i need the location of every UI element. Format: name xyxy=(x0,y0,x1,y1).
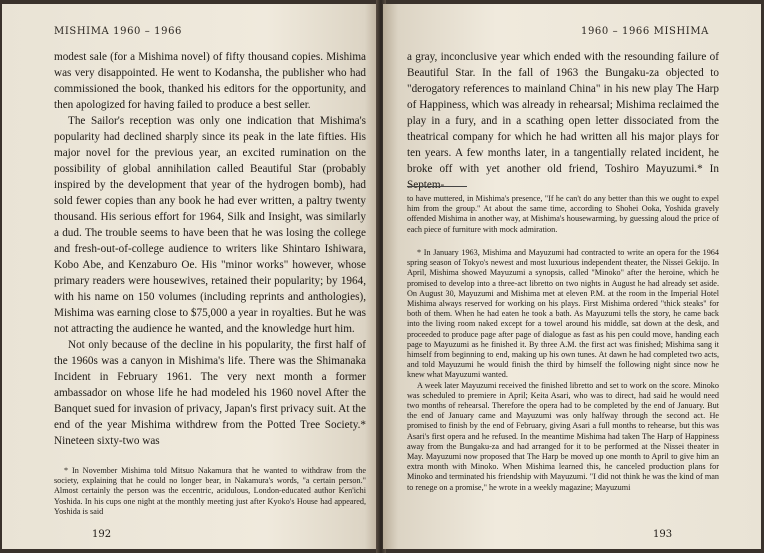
right-body xyxy=(407,49,719,193)
left-body xyxy=(54,49,366,449)
paragraph: modest sale (for a Mishima novel) of fifty thousand copies. Mishima was very disappointed. He went to Kodansha, the publisher who had commissioned the book, thanked his editors for the opportunity, and then apologized for having failed to produce a best seller. xyxy=(54,51,366,111)
page-number-left: 192 xyxy=(92,529,112,540)
footnote-text: to have muttered, in Mishima's presence, "If he can't do any better than this we ought to expel him from the group." At about the same time, according to Shohei Ooka, Yoshida gravely offended Mishima in another way, at Mishima's housewarming, by guessing aloud the price of each piece of furniture with mock admiration. xyxy=(407,194,719,234)
paragraph: Not only because of the decline in his popularity, the first half of the 1960s was a canyon in Mishima's life. There was the Shimanaka Incident in February 1961. The very next month a former ambassador on whose life he had modeled his 1960 novel After the Banquet sued for invasion of privacy, Japan's first privacy suit. At the end of the year Mishima withdrew from the Potted Tree Society.* Nineteen sixty-two was xyxy=(54,339,366,447)
left-page xyxy=(2,4,380,549)
running-header-right: 1960 – 1966 MISHIMA xyxy=(580,26,709,37)
paragraph: a gray, inconclusive year which ended with the resounding failure of Beautiful Star. In the fall of 1963 the Bungaku-za objected to "derogatory references to mainland China" in his new play The Harp of Happiness, which was already in rehearsal; Mishima reclaimed the play in a fury, and in a scathing open letter dissociated from the theatrical company for which he had written all his major plays for ten years. A few months later, in a tangentially related incident, he broke off with yet another old friend, Toshiro Mayuzumi.* In Septem- xyxy=(407,51,719,191)
footnote-left xyxy=(54,466,366,517)
footnote-continued xyxy=(407,194,719,235)
footnote-text: * In January 1963, Mishima and Mayuzumi had contracted to write an opera for the 1964 spring season of Tokyo's newest and most luxurious independent theater, the Nissei Gekijo. In April, Mishima showed Mayuzumi a synopsis, called "Minoko" after the heroine, which he promised to develop into a three-act libretto on two nights in August he had already set aside. On August 30, Mayuzumi and Mishima met at eleven P.M. at the room in the Imperial Hotel Mishima always reserved for working on his plays. First Mishima ordered "thick steaks" for both of them. When he had eaten he took a bath. As Mayuzumi tells the story, he came back into the living room naked except for a towel around his middle, sat down at the desk, and proceeded to produce page after page of dialogue as fast as his pen could move, handing each page to Mayuzumi as he finished it. By three A.M. the first act was finished; Mishima sang it himself from beginning to end, making up his own tunes. At dawn he had completed two acts, and told Mayuzumi he would finish the third by himself the following night since now he knew what Mayuzumi wanted. xyxy=(407,248,719,380)
paragraph: The Sailor's reception was only one indication that Mishima's popularity had declined sharply since its peak in the late fifties. His major novel for the previous year, an excited rumination on the possibility of global annihilation called Beautiful Star (probably inspired by the development that year of the hydrogen bomb), had sold fewer copies than any book he had ever written, a paltry twenty thousand. His serious effort for 1964, Silk and Insight, was similarly a dud. The trouble seems to have been that he was losing the college and fresh-out-of-college audience to writers like Shintaro Ishiwara, Kobo Abe, and Kenzaburo Oe. His "minor works" however, whose primary readers were housewives, retained their popularity; by 1964, with his name on 150 volumes (including reprints and anthologies), Mishima was earning close to $75,000 a year in royalties. But he was not attracting the audience he wanted, and the knowledge hurt him. xyxy=(54,115,366,335)
footnote-text: * In November Mishima told Mitsuo Nakamura that he wanted to withdraw from the society, explaining that he could no longer bear, in Nakamura's words, "a certain person." Almost certainly the person was the eccentric, acidulous, London-educated author Ken'ichi Yoshida. In his cups one night at the monthly meeting just after Kyoko's House had appeared, Yoshida is said xyxy=(54,466,366,516)
page-number-right: 193 xyxy=(653,529,673,540)
footnote-rule xyxy=(407,186,467,187)
running-header-left: MISHIMA 1960 – 1966 xyxy=(54,26,183,37)
right-page xyxy=(383,4,761,549)
footnote-mayuzumi xyxy=(407,248,719,493)
footnote-text: A week later Mayuzumi received the finished libretto and set to work on the score. Minoko was scheduled to premiere in April; Keita Asari, who was to direct, had said he would need two months of rehearsal. Therefore the opera had to be completed by the end of January. But the end of January came and Mayuzumi was only halfway through the second act. He promised to finish by the end of February, giving Asari a full months to rehearse, but this was Asari's first opera and he refused. In the meantime Mishima had taken The Harp of Happiness away from the Bungaku-za and had arranged for it to be performed at the Nissei theater in May. Mayuzumi now proposed that The Harp be moved up one month to April to give him an extra month with Minoko. When Mishima learned this, he canceled production plans for Minoko and terminated his friendship with Mayuzumi. "I did not think he was the kind of man to renege on a promise," he wrote in a weekly magazine; Mayuzumi xyxy=(407,380,719,492)
